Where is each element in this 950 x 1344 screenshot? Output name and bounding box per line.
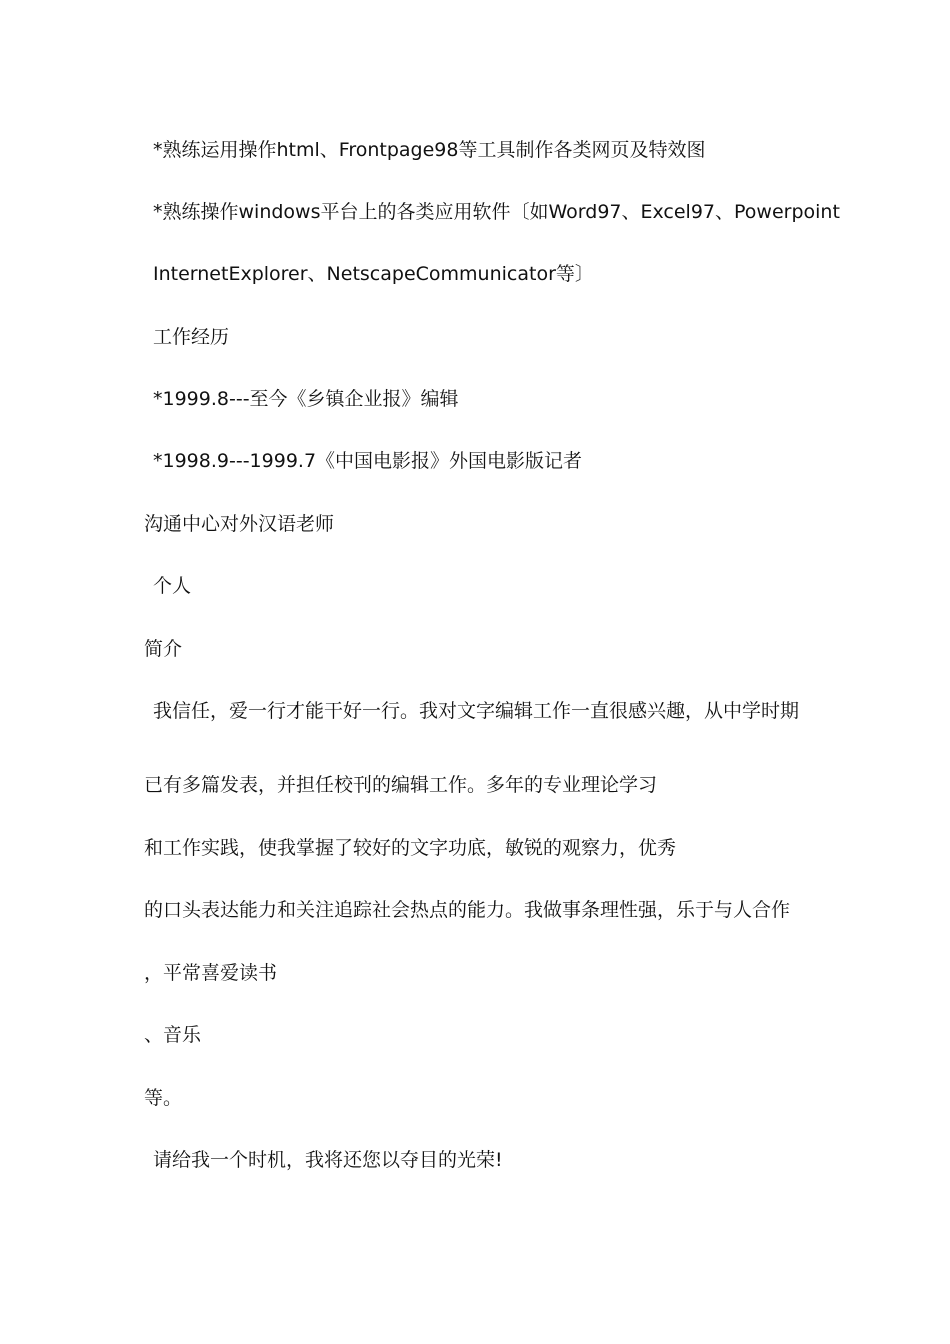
- section-heading-profile: 简介: [144, 638, 183, 660]
- profile-paragraph-line-1: 我信任，爱一行才能干好一行。我对文字编辑工作一直很感兴趣，从中学时期: [153, 700, 800, 722]
- skill-line-software-cont: InternetExplorer、NetscapeCommunicator等〕: [153, 263, 594, 285]
- closing-statement: 请给我一个时机，我将还您以夺目的光荣!: [153, 1149, 503, 1171]
- profile-paragraph-line-4: 的口头表达能力和关注追踪社会热点的能力。我做事条理性强，乐于与人合作: [144, 899, 791, 921]
- section-heading-personal: 个人: [153, 575, 192, 597]
- work-entry-3: 沟通中心对外汉语老师: [144, 513, 335, 535]
- profile-paragraph-line-7: 等。: [144, 1087, 183, 1109]
- profile-paragraph-line-2: 已有多篇发表，并担任校刊的编辑工作。多年的专业理论学习: [144, 774, 658, 796]
- work-entry-1: *1999.8---至今《乡镇企业报》编辑: [153, 388, 459, 410]
- section-heading-work-experience: 工作经历: [153, 326, 230, 348]
- profile-paragraph-line-6: 、音乐: [144, 1024, 202, 1046]
- skill-line-software: *熟练操作windows平台上的各类应用软件〔如Word97、Excel97、Powerpoint: [153, 201, 840, 223]
- profile-paragraph-line-3: 和工作实践，使我掌握了较好的文字功底，敏锐的观察力，优秀: [144, 837, 677, 859]
- work-entry-2: *1998.9---1999.7《中国电影报》外国电影版记者: [153, 450, 583, 472]
- skill-line-web: *熟练运用操作html、Frontpage98等工具制作各类网页及特效图: [153, 139, 706, 161]
- profile-paragraph-line-5: ，平常喜爱读书: [144, 962, 278, 984]
